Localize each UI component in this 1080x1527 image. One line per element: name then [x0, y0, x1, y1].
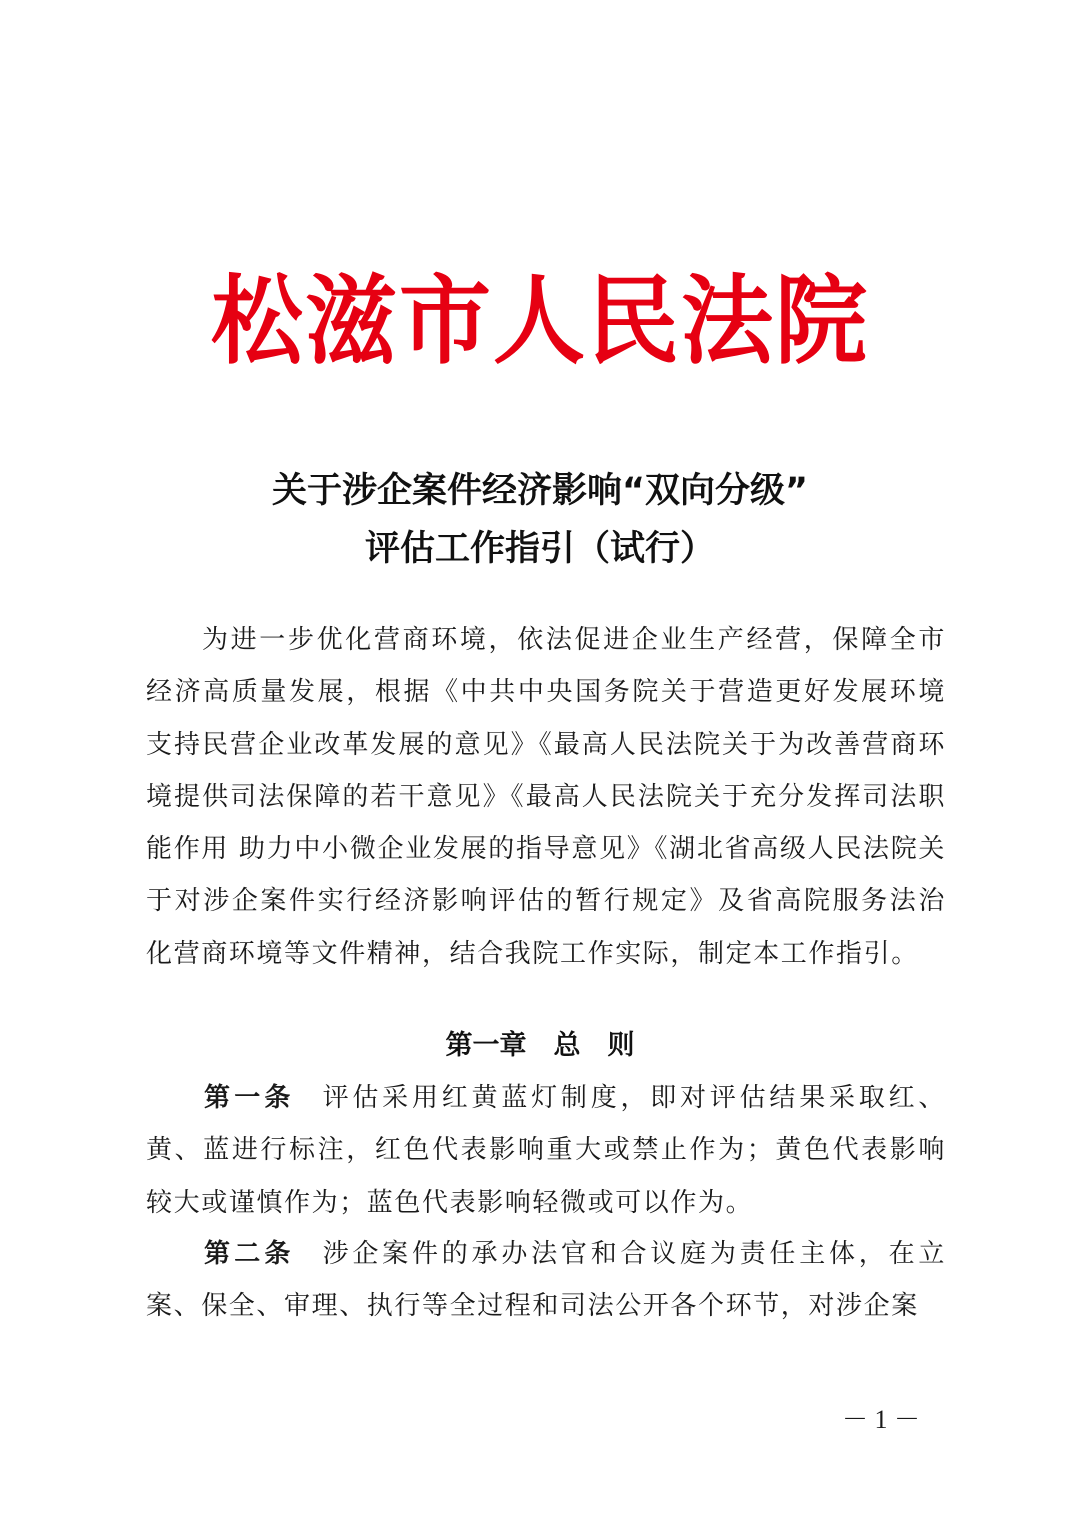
intro-paragraph: 为进一步优化营商环境，依法促进企业生产经营，保障全市经济高质量发展，根据《中共中央国务院关于营造更好发展环境支持民营企业改革发展的意见》《最高人民法院关于为改善营商环境提供司法保障的若干意见》《最高人民法院关于充分发挥司法职能作用 助力中小微企业发展的指导意见》《湖北省高级人民法院关于对涉企案件实行经济影响评估的暂行规定》及省高院服务法治化营商环境等文件精神，结合我院工作实际，制定本工作指引。 [146, 625, 946, 969]
article-2-text: 涉企案件的承办法官和合议庭为责任主体，在立案、保全、审理、执行等全过程和司法公开各个环节，对涉企案 [146, 1239, 946, 1322]
document-title [0, 462, 1080, 578]
court-masthead: 松滋市人民法院 [210, 265, 869, 378]
article-1 [146, 1072, 946, 1229]
article-2 [146, 1228, 946, 1333]
document-title-line-2: 评估工作指引（试行） [364, 529, 715, 569]
article-1-text: 评估采用红黄蓝灯制度，即对评估结果采取红、黄、蓝进行标注，红色代表影响重大或禁止作为；黄色代表影响较大或谨慎作为；蓝色代表影响轻微或可以作为。 [146, 1083, 946, 1218]
article-2-label: 第二条 [204, 1239, 295, 1269]
document-title-line-1: 关于涉企案件经济影响“双向分级” [271, 471, 808, 511]
article-1-label: 第一条 [204, 1083, 295, 1113]
chapter-heading: 第一章 总 则 [445, 1030, 635, 1061]
page-number: － 1 － [841, 1405, 920, 1434]
